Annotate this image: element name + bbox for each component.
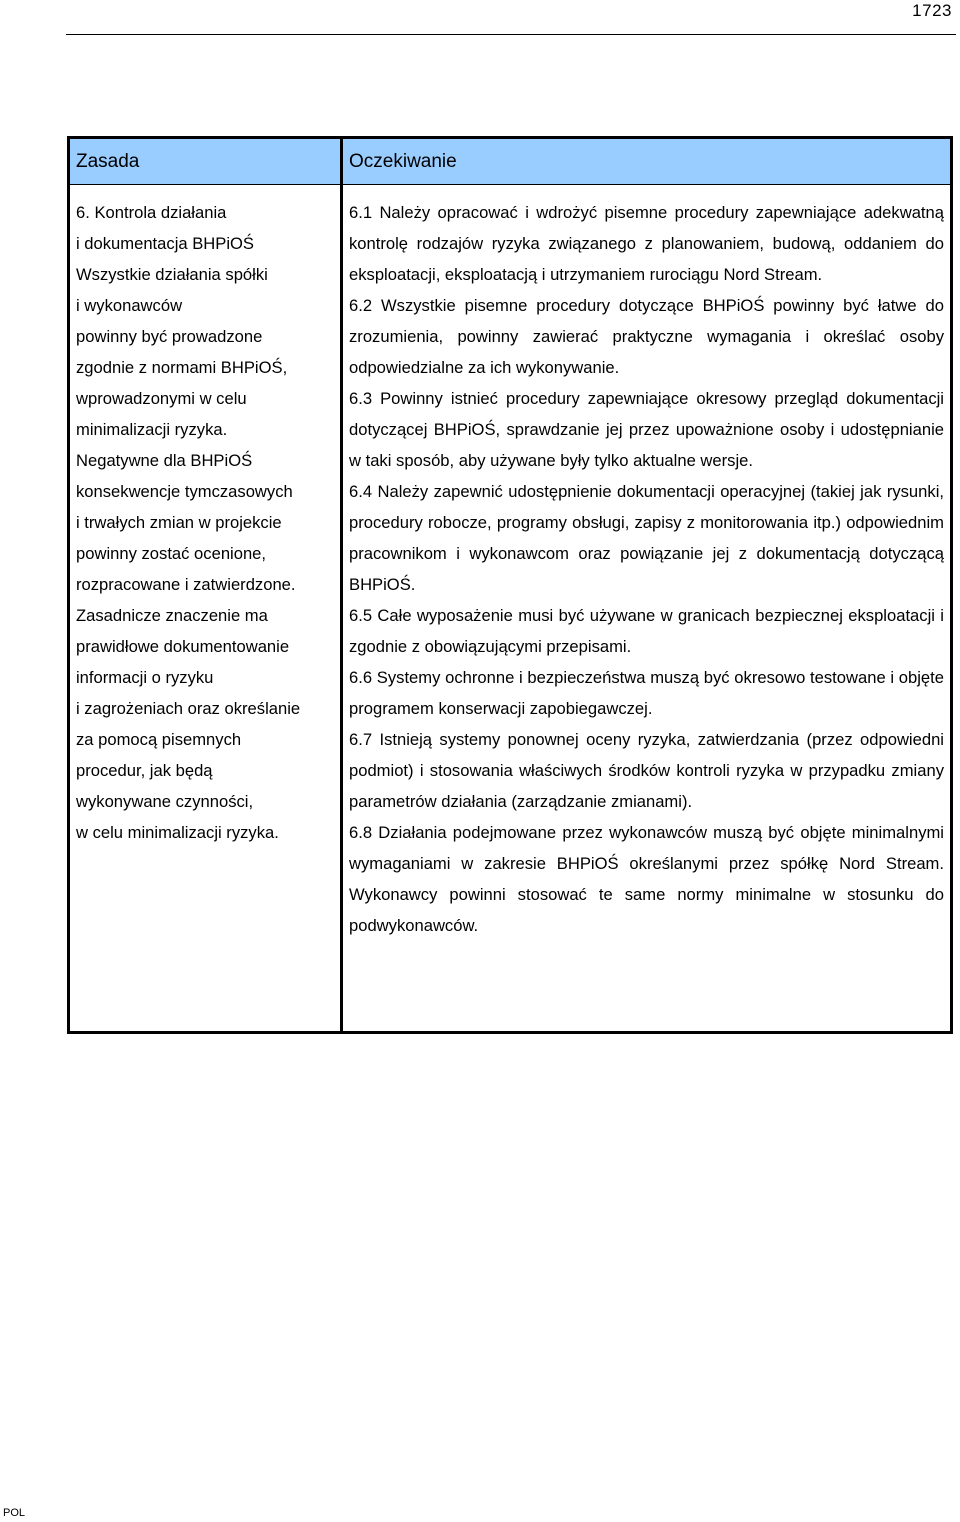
header-expectation: Oczekiwanie bbox=[342, 138, 952, 185]
principle-line: wykonywane czynności, bbox=[76, 792, 254, 811]
principle-line: w celu minimalizacji ryzyka. bbox=[76, 823, 279, 842]
expectation-list bbox=[343, 185, 950, 941]
header-divider bbox=[66, 34, 956, 35]
expectation-cell bbox=[342, 185, 952, 1033]
expectation-item-6-3: 6.3 Powinny istnieć procedury zapewniające okresowy przegląd dokumentacji dotyczącej BHPiOŚ, sprawdzanie jej przez upoważnione osoby i udostępnianie w taki sposób, aby używane były tylko aktualne wersje. bbox=[349, 389, 944, 470]
page-number: 1723 bbox=[912, 1, 952, 20]
principle-line: powinny być prowadzone bbox=[76, 327, 263, 346]
expectation-item-6-2: 6.2 Wszystkie pisemne procedury dotyczące BHPiOŚ powinny być łatwe do zrozumienia, powinny zawierać praktyczne wymagania i określać osoby odpowiedzialne za ich wykonywanie. bbox=[349, 296, 944, 377]
expectation-item-6-7: 6.7 Istnieją systemy ponownej oceny ryzyka, zatwierdzania (przez odpowiedni podmiot) i stosowania właściwych środków kontroli ryzyka w przypadku zmiany parametrów działania (zarządzanie zmianami). bbox=[349, 730, 944, 811]
principle-line: minimalizacji ryzyka. bbox=[76, 420, 228, 439]
principle-text bbox=[70, 185, 340, 848]
principle-line: Wszystkie działania spółki bbox=[76, 265, 268, 284]
principle-line: Zasadnicze znaczenie ma bbox=[76, 606, 268, 625]
principle-line: zgodnie z normami BHPiOŚ, bbox=[76, 358, 288, 377]
expectation-item-6-8: 6.8 Działania podejmowane przez wykonawców muszą być objęte minimalnymi wymaganiami w zakresie BHPiOŚ określanymi przez spółkę Nord Stream. Wykonawcy powinni stosować te same normy minimalne w stosunku do podwykonawców. bbox=[349, 823, 944, 935]
principle-line: rozpracowane i zatwierdzone. bbox=[76, 575, 296, 594]
principle-line: procedur, jak będą bbox=[76, 761, 213, 780]
principle-line: i trwałych zmian w projekcie bbox=[76, 513, 282, 532]
header-principle: Zasada bbox=[69, 138, 342, 185]
expectation-item-6-6: 6.6 Systemy ochronne i bezpieczeństwa muszą być okresowo testowane i objęte programem konserwacji zapobiegawczej. bbox=[349, 668, 944, 718]
principle-line: prawidłowe dokumentowanie bbox=[76, 637, 290, 656]
principle-line: za pomocą pisemnych bbox=[76, 730, 242, 749]
principle-line: wprowadzonymi w celu bbox=[76, 389, 247, 408]
principle-title-line: 6. Kontrola działania bbox=[76, 203, 227, 222]
principles-table bbox=[67, 136, 953, 1034]
expectation-item-6-5: 6.5 Całe wyposażenie musi być używane w granicach bezpiecznej eksploatacji i zgodnie z obowiązującymi przepisami. bbox=[349, 606, 944, 656]
principle-line: i wykonawców bbox=[76, 296, 183, 315]
language-code: POL bbox=[3, 1507, 26, 1519]
principle-line: powinny zostać ocenione, bbox=[76, 544, 267, 563]
principle-line: i zagrożeniach oraz określanie bbox=[76, 699, 301, 718]
principle-line: informacji o ryzyku bbox=[76, 668, 214, 687]
principle-cell bbox=[69, 185, 342, 1033]
principle-line: konsekwencje tymczasowych bbox=[76, 482, 293, 501]
principle-title-line: i dokumentacja BHPiOŚ bbox=[76, 234, 255, 253]
expectation-item-6-1: 6.1 Należy opracować i wdrożyć pisemne procedury zapewniające adekwatną kontrolę rodzajów ryzyka związanego z planowaniem, budową, oddaniem do eksploatacji, eksploatacją i utrzymaniem rurociągu Nord Stream. bbox=[349, 203, 944, 284]
table-header-row bbox=[69, 138, 952, 185]
table-body-row bbox=[69, 185, 952, 1033]
expectation-item-6-4: 6.4 Należy zapewnić udostępnienie dokumentacji operacyjnej (takiej jak rysunki, procedury robocze, programy obsługi, zapisy z monitorowania itp.) odpowiednim pracownikom i wykonawcom oraz powiązanie jej z dokumentacją dotyczącą BHPiOŚ. bbox=[349, 482, 944, 594]
principle-line: Negatywne dla BHPiOŚ bbox=[76, 451, 253, 470]
